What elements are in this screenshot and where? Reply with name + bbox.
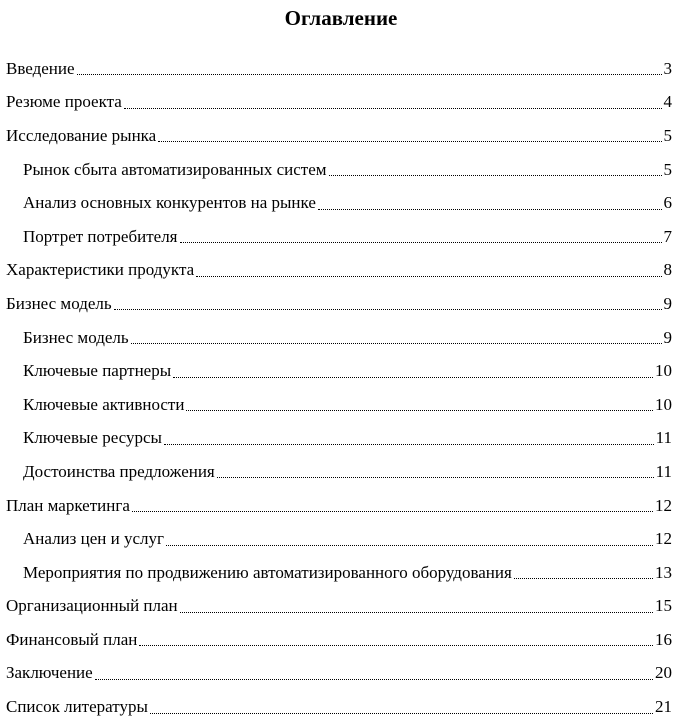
- toc-entry[interactable]: [0, 52, 682, 86]
- toc-entry[interactable]: [0, 657, 682, 691]
- toc-page-number: 11: [655, 428, 672, 448]
- toc-dot-leader: [173, 377, 653, 378]
- toc-page-number: 12: [655, 495, 672, 515]
- toc-page-number: 9: [663, 327, 672, 347]
- toc-dot-leader: [164, 444, 654, 445]
- toc-entry[interactable]: [0, 690, 682, 724]
- toc-entry-title: Анализ цен и услуг: [23, 529, 164, 549]
- toc-subentry[interactable]: [0, 455, 682, 489]
- toc-subentry[interactable]: [0, 556, 682, 590]
- toc-dot-leader: [196, 276, 661, 277]
- toc-list: [0, 52, 682, 724]
- toc-entry-title: Мероприятия по продвижению автоматизированного оборудования: [23, 562, 512, 582]
- toc-dot-leader: [139, 645, 653, 646]
- toc-dot-leader: [114, 309, 662, 310]
- toc-page-number: 8: [663, 260, 672, 280]
- toc-entry-title: Анализ основных конкурентов на рынке: [23, 193, 316, 213]
- toc-entry-title: Список литературы: [6, 697, 148, 717]
- toc-page-number: 10: [655, 394, 672, 414]
- toc-subentry[interactable]: [0, 354, 682, 388]
- toc-entry-title: Характеристики продукта: [6, 260, 195, 280]
- toc-dot-leader: [329, 175, 662, 176]
- toc-entry-title: Ключевые ресурсы: [23, 428, 162, 448]
- toc-subentry[interactable]: [0, 388, 682, 422]
- toc-page-number: 12: [655, 529, 672, 549]
- toc-entry[interactable]: [0, 590, 682, 624]
- toc-entry[interactable]: [0, 489, 682, 523]
- toc-entry-title: Финансовый план: [6, 629, 138, 649]
- toc-page-number: 10: [655, 361, 672, 381]
- toc-dot-leader: [514, 578, 653, 579]
- toc-dot-leader: [180, 242, 662, 243]
- toc-subentry[interactable]: [0, 522, 682, 556]
- toc-dot-leader: [131, 343, 662, 344]
- toc-page-number: 3: [663, 58, 672, 78]
- toc-entry[interactable]: [0, 287, 682, 321]
- toc-entry-title: Заключение: [6, 663, 93, 683]
- toc-entry[interactable]: [0, 623, 682, 657]
- toc-page-number: 6: [663, 193, 672, 213]
- toc-page-number: 20: [655, 663, 672, 683]
- toc-entry-title: Резюме проекта: [6, 92, 122, 112]
- toc-entry-title: План маркетинга: [6, 495, 130, 515]
- toc-page-number: 16: [655, 629, 672, 649]
- toc-subentry[interactable]: [0, 220, 682, 254]
- toc-subentry[interactable]: [0, 321, 682, 355]
- toc-dot-leader: [180, 612, 653, 613]
- toc-subentry[interactable]: [0, 186, 682, 220]
- toc-page-number: 9: [663, 293, 672, 313]
- toc-entry-title: Введение: [6, 58, 75, 78]
- toc-page-number: 5: [663, 159, 672, 179]
- toc-page-number: 4: [663, 92, 672, 112]
- toc-dot-leader: [132, 511, 653, 512]
- toc-dot-leader: [166, 545, 653, 546]
- toc-dot-leader: [158, 141, 661, 142]
- toc-entry-title: Ключевые активности: [23, 394, 185, 414]
- toc-entry-title: Бизнес модель: [6, 293, 112, 313]
- toc-entry-title: Рынок сбыта автоматизированных систем: [23, 159, 327, 179]
- toc-dot-leader: [124, 108, 662, 109]
- toc-entry-title: Исследование рынка: [6, 125, 157, 145]
- toc-entry-title: Ключевые партнеры: [23, 361, 172, 381]
- toc-dot-leader: [77, 74, 662, 75]
- toc-page-number: 13: [655, 562, 672, 582]
- toc-dot-leader: [318, 209, 662, 210]
- toc-title: Оглавление: [284, 6, 398, 30]
- toc-subentry[interactable]: [0, 422, 682, 456]
- toc-page-number: 7: [663, 226, 672, 246]
- toc-entry-title: Портрет потребителя: [23, 226, 178, 246]
- toc-entry[interactable]: [0, 86, 682, 120]
- toc-dot-leader: [95, 679, 653, 680]
- toc-page-number: 5: [663, 125, 672, 145]
- toc-page-number: 21: [655, 697, 672, 717]
- toc-entry-title: Организационный план: [6, 596, 178, 616]
- toc-dot-leader: [186, 410, 653, 411]
- toc-page-number: 11: [655, 461, 672, 481]
- toc-page-number: 15: [655, 596, 672, 616]
- toc-entry[interactable]: [0, 119, 682, 153]
- toc-dot-leader: [150, 713, 653, 714]
- toc-entry-title: Бизнес модель: [23, 327, 129, 347]
- toc-subentry[interactable]: [0, 153, 682, 187]
- toc-entry[interactable]: [0, 254, 682, 288]
- toc-dot-leader: [217, 477, 654, 478]
- toc-entry-title: Достоинства предложения: [23, 461, 215, 481]
